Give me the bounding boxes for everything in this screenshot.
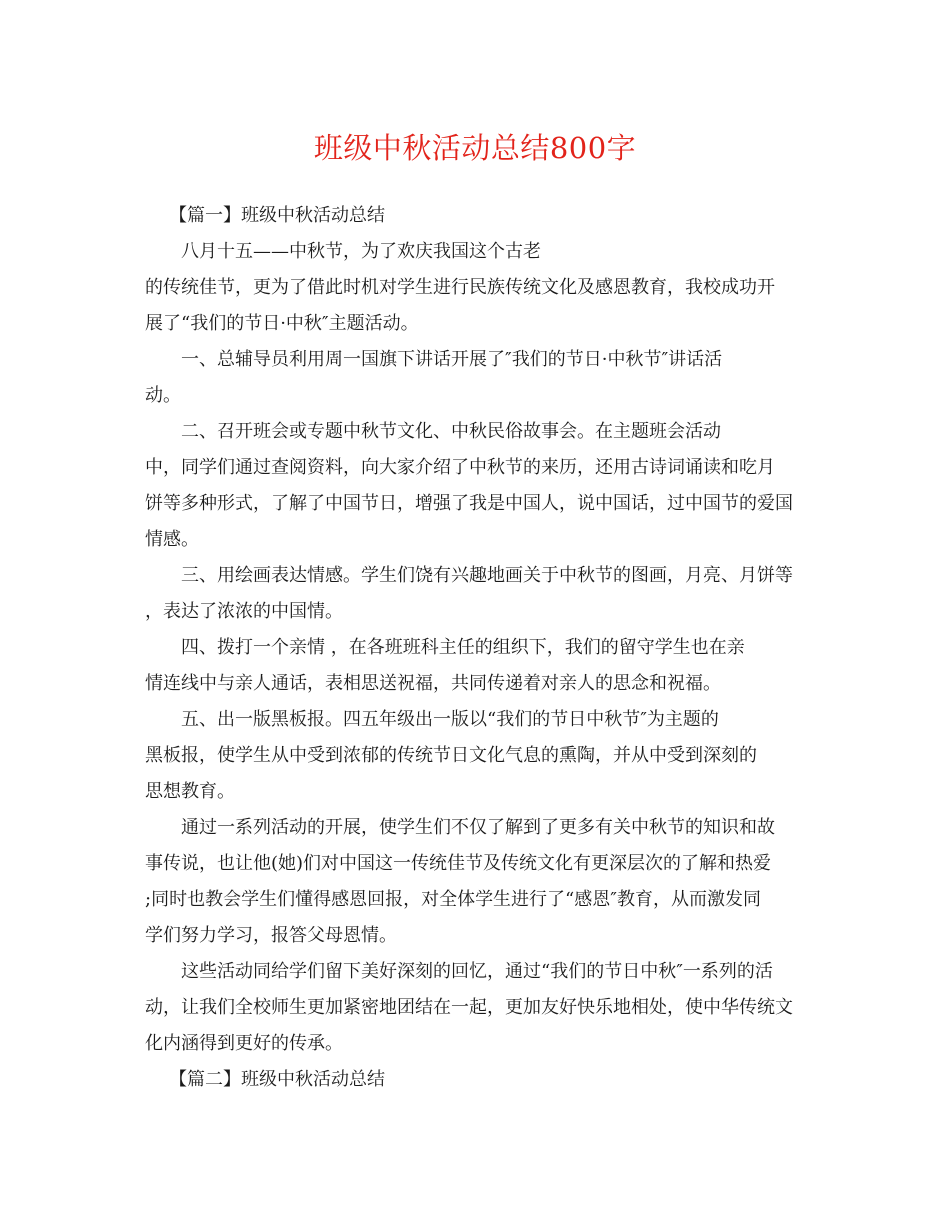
text-line: 情连线中与亲人通话，表相思送祝福，共同传递着对亲人的思念和祝福。	[145, 673, 721, 694]
document-body	[145, 198, 805, 1098]
text-line: 饼等多种形式，了解了中国节日，增强了我是中国人，说中国话，过中国节的爱国	[145, 493, 793, 514]
text-line: 一、总辅导员利用周一国旗下讲话开展了″我们的节日·中秋节″讲话活	[181, 349, 723, 370]
paragraph-intro	[145, 234, 805, 342]
text-line: 展了“我们的节日·中秋″主题活动。	[145, 313, 419, 334]
paragraph-item-1	[145, 342, 805, 414]
paragraph-item-3	[145, 558, 805, 630]
text-line: 事传说，也让他(她)们对中国这一传统佳节及传统文化有更深层次的了解和热爱	[145, 853, 772, 874]
paragraph-item-2	[145, 414, 805, 558]
section-heading-2: 【篇二】班级中秋活动总结	[169, 1069, 385, 1090]
text-line: 黑板报，使学生从中受到浓郁的传统节日文化气息的熏陶，并从中受到深刻的	[145, 745, 757, 766]
paragraph-closing	[145, 954, 805, 1062]
text-line: 化内涵得到更好的传承。	[145, 1033, 343, 1054]
text-line: 二、召开班会或专题中秋节文化、中秋民俗故事会。在主题班会活动	[181, 421, 721, 442]
text-line: 动。	[145, 385, 181, 406]
paragraph-item-5	[145, 702, 805, 810]
text-line: 的传统佳节，更为了借此时机对学生进行民族传统文化及感恩教育，我校成功开	[145, 277, 775, 298]
document-title: 班级中秋活动总结800字	[313, 131, 637, 165]
paragraph-summary	[145, 810, 805, 954]
text-line: ，表达了浓浓的中国情。	[145, 601, 343, 622]
text-line: 五、出一版黑板报。四五年级出一版以“我们的节日中秋节″为主题的	[181, 709, 719, 730]
text-line: 三、用绘画表达情感。学生们饶有兴趣地画关于中秋节的图画，月亮、月饼等	[181, 565, 793, 586]
text-line: ;同时也教会学生们懂得感恩回报，对全体学生进行了“感恩″教育，从而激发同	[145, 889, 761, 910]
text-line: 动，让我们全校师生更加紧密地团结在一起，更加友好快乐地相处，使中华传统文	[145, 997, 793, 1018]
text-line: 四、拨打一个亲情 ，在各班班科主任的组织下，我们的留守学生也在亲	[181, 637, 745, 658]
text-line: 中，同学们通过查阅资料，向大家介绍了中秋节的来历，还用古诗词诵读和吃月	[145, 457, 775, 478]
text-line: 学们努力学习，报答父母恩情。	[145, 925, 397, 946]
text-line: 思想教育。	[145, 781, 235, 802]
text-line: 八月十五——中秋节，为了欢庆我国这个古老	[181, 241, 541, 262]
section-heading-1: 【篇一】班级中秋活动总结	[169, 205, 385, 226]
text-line: 通过一系列活动的开展，使学生们不仅了解到了更多有关中秋节的知识和故	[181, 817, 775, 838]
text-line: 这些活动同给学们留下美好深刻的回忆，通过“我们的节日中秋″一系列的活	[181, 961, 773, 982]
paragraph-item-4	[145, 630, 805, 702]
text-line: 情感。	[145, 529, 199, 550]
